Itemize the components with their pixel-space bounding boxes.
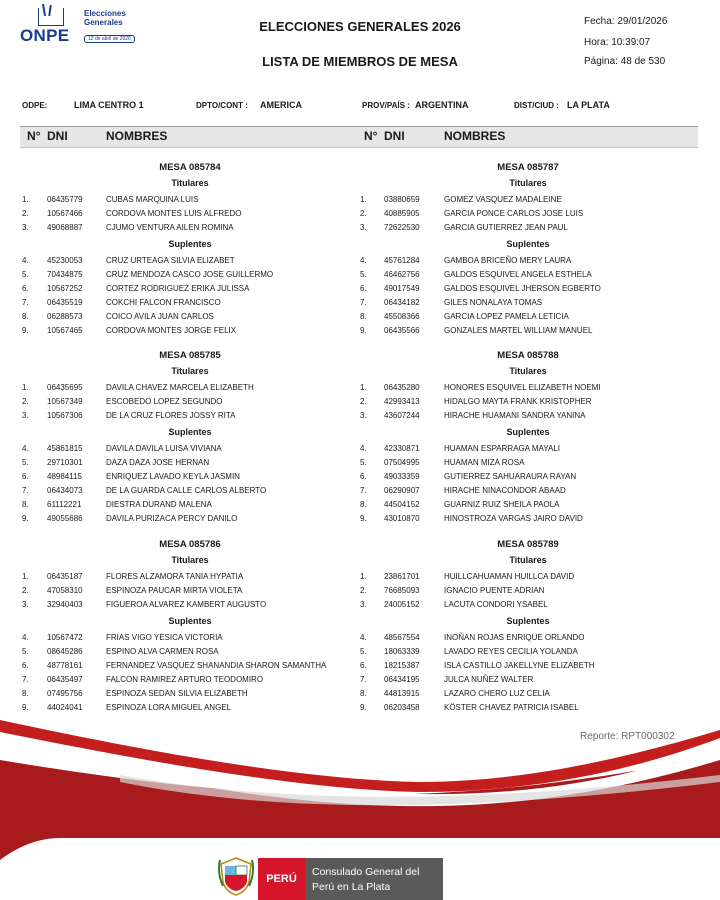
member-row <box>0 397 720 409</box>
member-name: JULCA NUÑEZ WALTER <box>444 674 534 684</box>
member-row <box>0 326 720 338</box>
member-dni: 24005152 <box>384 599 420 609</box>
member-dni: 29710301 <box>47 457 83 467</box>
dpto-value: AMERICA <box>260 100 302 110</box>
member-dni: 06434195 <box>384 674 420 684</box>
member-number: 3. <box>22 410 29 420</box>
member-dni: 46462756 <box>384 269 420 279</box>
member-dni: 72622530 <box>384 222 420 232</box>
member-dni: 48778161 <box>47 660 83 670</box>
member-number: 7. <box>360 674 367 684</box>
member-number: 4. <box>22 256 29 265</box>
logo-date-badge: 12 de abril de 2026 <box>84 35 135 43</box>
col-num-left: N° <box>27 129 41 143</box>
member-number: 9. <box>360 513 367 523</box>
suplentes-label: Suplentes <box>168 239 212 249</box>
member-number: 4. <box>360 633 367 642</box>
member-name: CJUMO VENTURA AILEN ROMINA <box>106 222 234 232</box>
titulares-label: Titulares <box>509 555 547 565</box>
member-number: 7. <box>360 297 367 307</box>
member-dni: 49055686 <box>47 513 83 523</box>
member-name: ENRIQUEZ LAVADO KEYLA JASMIN <box>106 471 240 481</box>
member-name: FIGUEROA ALVAREZ KAMBERT AUGUSTO <box>106 599 267 609</box>
titulares-label: Titulares <box>171 178 209 188</box>
member-name: INOÑAN ROJAS ENRIQUE ORLANDO <box>444 633 585 642</box>
member-row <box>0 444 720 456</box>
member-name: HIRACHE NINACONDOR ABAAD <box>444 485 566 495</box>
member-name: ESPINOZA LORA MIGUEL ANGEL <box>106 702 232 712</box>
member-dni: 06434182 <box>384 297 420 307</box>
member-name: GARCIA GUTIERREZ JEAN PAUL <box>444 222 568 232</box>
member-row <box>0 689 720 701</box>
member-number: 5. <box>360 646 367 656</box>
col-dni-left: DNI <box>47 129 68 143</box>
member-name: DE LA GUARDA CALLE CARLOS ALBERTO <box>106 485 267 495</box>
member-number: 4. <box>22 444 29 453</box>
member-number: 6. <box>360 660 367 670</box>
mesa-title: MESA 085787 <box>497 162 559 173</box>
member-number: 6. <box>360 471 367 481</box>
prov-label: PROV/PAÍS : <box>362 101 410 110</box>
member-row <box>0 223 720 235</box>
member-row <box>0 195 720 207</box>
member-number: 1. <box>22 572 29 581</box>
member-dni: 49033359 <box>384 471 420 481</box>
member-row <box>0 572 720 584</box>
member-dni: 44504152 <box>384 499 420 509</box>
member-number: 2. <box>22 396 29 406</box>
member-number: 3. <box>360 222 367 232</box>
member-row <box>0 458 720 470</box>
document-subtitle: LISTA DE MIEMBROS DE MESA <box>262 54 458 69</box>
member-number: 3. <box>22 599 29 609</box>
member-name: LAVADO REYES CECILIA YOLANDA <box>444 646 578 656</box>
member-dni: 44024041 <box>47 702 83 712</box>
member-dni: 32940403 <box>47 599 83 609</box>
member-name: DAVILA DAVILA LUISA VIVIANA <box>106 444 222 453</box>
member-dni: 03880659 <box>384 195 420 204</box>
member-dni: 10567472 <box>47 633 83 642</box>
member-number: 5. <box>22 457 29 467</box>
col-nombres-right: NOMBRES <box>444 129 506 143</box>
member-dni: 06435779 <box>47 195 83 204</box>
member-name: ESCOBEDO LOPEZ SEGUNDO <box>106 396 223 406</box>
member-dni: 10567466 <box>47 208 83 218</box>
member-number: 3. <box>360 599 367 609</box>
member-dni: 06435187 <box>47 572 83 581</box>
member-number: 8. <box>22 688 29 698</box>
member-number: 2. <box>360 208 367 218</box>
fecha-text: Fecha: 29/01/2026 <box>584 16 668 27</box>
member-number: 6. <box>22 660 29 670</box>
member-number: 8. <box>360 311 367 321</box>
member-row <box>0 472 720 484</box>
member-name: HUILLCAHUAMAN HUILLCA DAVID <box>444 572 575 581</box>
member-number: 6. <box>22 471 29 481</box>
member-dni: 10567252 <box>47 283 83 293</box>
member-number: 2. <box>360 396 367 406</box>
member-number: 6. <box>360 283 367 293</box>
member-dni: 43607244 <box>384 410 420 420</box>
member-dni: 06435695 <box>47 383 83 392</box>
member-name: DAZA DAZA JOSE HERNAN <box>106 457 210 467</box>
col-num-right: N° <box>364 129 378 143</box>
member-name: ESPINO ALVA CARMEN ROSA <box>106 646 219 656</box>
odpe-value: LIMA CENTRO 1 <box>74 100 144 110</box>
mesa-title: MESA 085789 <box>497 539 559 550</box>
member-name: LACUTA CONDORI YSABEL <box>444 599 548 609</box>
titulares-label: Titulares <box>171 555 209 565</box>
member-number: 9. <box>22 513 29 523</box>
member-name: DE LA CRUZ FLORES JOSSY RITA <box>106 410 236 420</box>
member-dni: 06434073 <box>47 485 83 495</box>
member-name: FLORES ALZAMORA TANIA HYPATIA <box>106 572 244 581</box>
member-number: 9. <box>360 325 367 335</box>
prov-value: ARGENTINA <box>415 100 469 110</box>
member-dni: 06203458 <box>384 702 420 712</box>
member-row <box>0 270 720 282</box>
member-row <box>0 675 720 687</box>
member-name: HINOSTROZA VARGAS JAIRO DAVID <box>444 513 583 523</box>
suplentes-label: Suplentes <box>506 427 550 437</box>
col-dni-right: DNI <box>384 129 405 143</box>
member-number: 7. <box>360 485 367 495</box>
member-name: FERNANDEZ VASQUEZ SHANANDIA SHARON SAMANTHA <box>106 660 327 670</box>
member-row <box>0 312 720 324</box>
member-number: 1. <box>360 195 367 204</box>
peru-text: PERÚ <box>266 873 297 885</box>
member-name: GALDOS ESQUIVEL JHERSON EGBERTO <box>444 283 601 293</box>
col-nombres-left: NOMBRES <box>106 129 168 143</box>
mesa-title: MESA 085784 <box>159 162 221 173</box>
member-name: HUAMAN ESPARRAGA MAYALI <box>444 444 561 453</box>
member-number: 5. <box>360 269 367 279</box>
member-row <box>0 647 720 659</box>
member-number: 3. <box>22 222 29 232</box>
member-dni: 42993413 <box>384 396 420 406</box>
member-dni: 48567554 <box>384 633 420 642</box>
suplentes-label: Suplentes <box>506 239 550 249</box>
member-number: 9. <box>22 325 29 335</box>
member-row <box>0 703 720 715</box>
member-number: 6. <box>22 283 29 293</box>
consulado-line-1: Consulado General del <box>312 866 420 878</box>
member-number: 4. <box>360 256 367 265</box>
member-name: DAVILA PURIZACA PERCY DANILO <box>106 513 238 523</box>
member-dni: 18063339 <box>384 646 420 656</box>
member-dni: 45230053 <box>47 256 83 265</box>
member-dni: 49068887 <box>47 222 83 232</box>
member-dni: 45861815 <box>47 444 83 453</box>
coat-of-arms-icon <box>217 856 255 896</box>
member-row <box>0 500 720 512</box>
member-name: ESPINOZA PAUCAR MIRTA VIOLETA <box>106 585 243 595</box>
member-name: COICO AVILA JUAN CARLOS <box>106 311 214 321</box>
member-number: 7. <box>22 297 29 307</box>
member-number: 1. <box>22 383 29 392</box>
suplentes-label: Suplentes <box>168 427 212 437</box>
member-dni: 08645286 <box>47 646 83 656</box>
member-number: 4. <box>22 633 29 642</box>
dist-label: DIST/CIUD : <box>514 101 559 110</box>
dpto-label: DPTO/CONT : <box>196 101 248 110</box>
suplentes-label: Suplentes <box>506 616 550 626</box>
hora-text: Hora: 10:39:07 <box>584 37 651 48</box>
member-name: HIDALGO MAYTA FRANK KRISTOPHER <box>444 396 592 406</box>
member-number: 8. <box>22 311 29 321</box>
member-dni: 42330871 <box>384 444 420 453</box>
member-name: ISLA CASTILLO JAKELLYNE ELIZABETH <box>444 660 595 670</box>
member-dni: 47058310 <box>47 585 83 595</box>
document-title: ELECCIONES GENERALES 2026 <box>259 19 461 34</box>
member-row <box>0 256 720 268</box>
member-dni: 40885905 <box>384 208 420 218</box>
member-name: GUARNIZ RUIZ SHEILA PAOLA <box>444 499 560 509</box>
member-dni: 06435519 <box>47 297 83 307</box>
member-name: LAZARO CHERO LUZ CELIA <box>444 688 550 698</box>
member-name: FALCON RAMIREZ ARTURO TEODOMIRO <box>106 674 264 684</box>
member-dni: 06435280 <box>384 383 420 392</box>
report-code: Reporte: RPT000302 <box>580 731 675 742</box>
dist-value: LA PLATA <box>567 100 610 110</box>
member-row <box>0 586 720 598</box>
member-dni: 44813915 <box>384 688 420 698</box>
member-number: 5. <box>360 457 367 467</box>
member-dni: 49017549 <box>384 283 420 293</box>
member-number: 5. <box>22 269 29 279</box>
member-row <box>0 209 720 221</box>
member-dni: 23861701 <box>384 572 420 581</box>
member-dni: 18215387 <box>384 660 420 670</box>
member-number: 4. <box>360 444 367 453</box>
member-name: HONORES ESQUIVEL ELIZABETH NOEMI <box>444 383 601 392</box>
odpe-label: ODPE: <box>22 101 48 110</box>
member-name: GARCIA PONCE CARLOS JOSE LUIS <box>444 208 584 218</box>
member-dni: 06290907 <box>384 485 420 495</box>
member-dni: 10567349 <box>47 396 83 406</box>
member-dni: 06435497 <box>47 674 83 684</box>
member-name: FRIAS VIGO YESICA VICTORIA <box>106 633 223 642</box>
member-name: GUTIERREZ SAHUARAURA RAYAN <box>444 471 577 481</box>
member-number: 1. <box>360 383 367 392</box>
member-name: ESPINOZA SEDAN SILVIA ELIZABETH <box>106 688 248 698</box>
member-name: HUAMAN MIZA ROSA <box>444 457 525 467</box>
member-dni: 61112221 <box>47 499 82 509</box>
member-number: 9. <box>22 702 29 712</box>
member-row <box>0 633 720 645</box>
member-number: 2. <box>22 208 29 218</box>
member-dni: 48984115 <box>47 471 82 481</box>
member-name: CORDOVA MONTES LUIS ALFREDO <box>106 208 242 218</box>
member-number: 8. <box>360 688 367 698</box>
titulares-label: Titulares <box>509 178 547 188</box>
member-row <box>0 298 720 310</box>
mesa-title: MESA 085786 <box>159 539 221 550</box>
member-number: 1. <box>22 195 29 204</box>
member-dni: 45508366 <box>384 311 420 321</box>
member-number: 5. <box>22 646 29 656</box>
member-dni: 70434875 <box>47 269 83 279</box>
member-number: 1. <box>360 572 367 581</box>
member-name: CRUZ MENDOZA CASCO JOSE GUILLERMO <box>106 269 274 279</box>
member-name: GARCIA LOPEZ PAMELA LETICIA <box>444 311 569 321</box>
consulado-box <box>305 858 443 900</box>
member-row <box>0 600 720 612</box>
member-name: HIRACHE HUAMANI SANDRA YANINA <box>444 410 586 420</box>
member-dni: 07495756 <box>47 688 83 698</box>
member-name: IGNACIO PUENTE ADRIAN <box>444 585 545 595</box>
member-number: 7. <box>22 485 29 495</box>
pagina-text: Página: 48 de 530 <box>584 56 666 67</box>
member-number: 2. <box>22 585 29 595</box>
logo-line-2: Generales <box>84 18 123 27</box>
member-row <box>0 486 720 498</box>
member-dni: 43010870 <box>384 513 420 523</box>
suplentes-label: Suplentes <box>168 616 212 626</box>
member-name: GONZALES MARTEL WILLIAM MANUEL <box>444 325 593 335</box>
member-dni: 06288573 <box>47 311 83 321</box>
member-row <box>0 514 720 526</box>
logo-line-1: Elecciones <box>84 9 126 18</box>
member-name: GILES NONALAYA TOMAS <box>444 297 543 307</box>
member-name: COKCHI FALCON FRANCISCO <box>106 297 221 307</box>
member-number: 8. <box>360 499 367 509</box>
member-name: GAMBOA BRICEÑO MERY LAURA <box>444 256 572 265</box>
member-dni: 10567465 <box>47 325 83 335</box>
member-number: 3. <box>360 410 367 420</box>
member-name: GALDOS ESQUIVEL ANGELA ESTHELA <box>444 269 592 279</box>
member-row <box>0 284 720 296</box>
member-name: DAVILA CHAVEZ MARCELA ELIZABETH <box>106 383 254 392</box>
titulares-label: Titulares <box>509 366 547 376</box>
logo-brand: ONPE <box>20 26 70 45</box>
member-row <box>0 383 720 395</box>
member-name: DIESTRA DURAND MALENA <box>106 499 212 509</box>
member-row <box>0 411 720 423</box>
consulado-line-2: Perú en La Plata <box>312 881 391 893</box>
member-name: CORTEZ RODRIGUEZ ERIKA JULISSA <box>106 283 250 293</box>
member-dni: 45761284 <box>384 256 420 265</box>
titulares-label: Titulares <box>171 366 209 376</box>
member-name: CRUZ URTEAGA SILVIA ELIZABET <box>106 256 235 265</box>
member-name: CUBAS MARQUINA LUIS <box>106 195 199 204</box>
member-number: 2. <box>360 585 367 595</box>
member-name: KÖSTER CHAVEZ PATRICIA ISABEL <box>444 702 579 712</box>
member-row <box>0 661 720 673</box>
member-number: 8. <box>22 499 29 509</box>
member-dni: 06435566 <box>384 325 420 335</box>
member-number: 7. <box>22 674 29 684</box>
member-number: 9. <box>360 702 367 712</box>
member-dni: 76685093 <box>384 585 420 595</box>
mesa-title: MESA 085785 <box>159 350 221 361</box>
member-dni: 10567306 <box>47 410 83 420</box>
member-dni: 07504995 <box>384 457 420 467</box>
member-name: CORDOVA MONTES JORGE FELIX <box>106 325 237 335</box>
member-name: GOMEZ VASQUEZ MADALEINE <box>444 195 562 204</box>
mesa-title: MESA 085788 <box>497 350 559 361</box>
